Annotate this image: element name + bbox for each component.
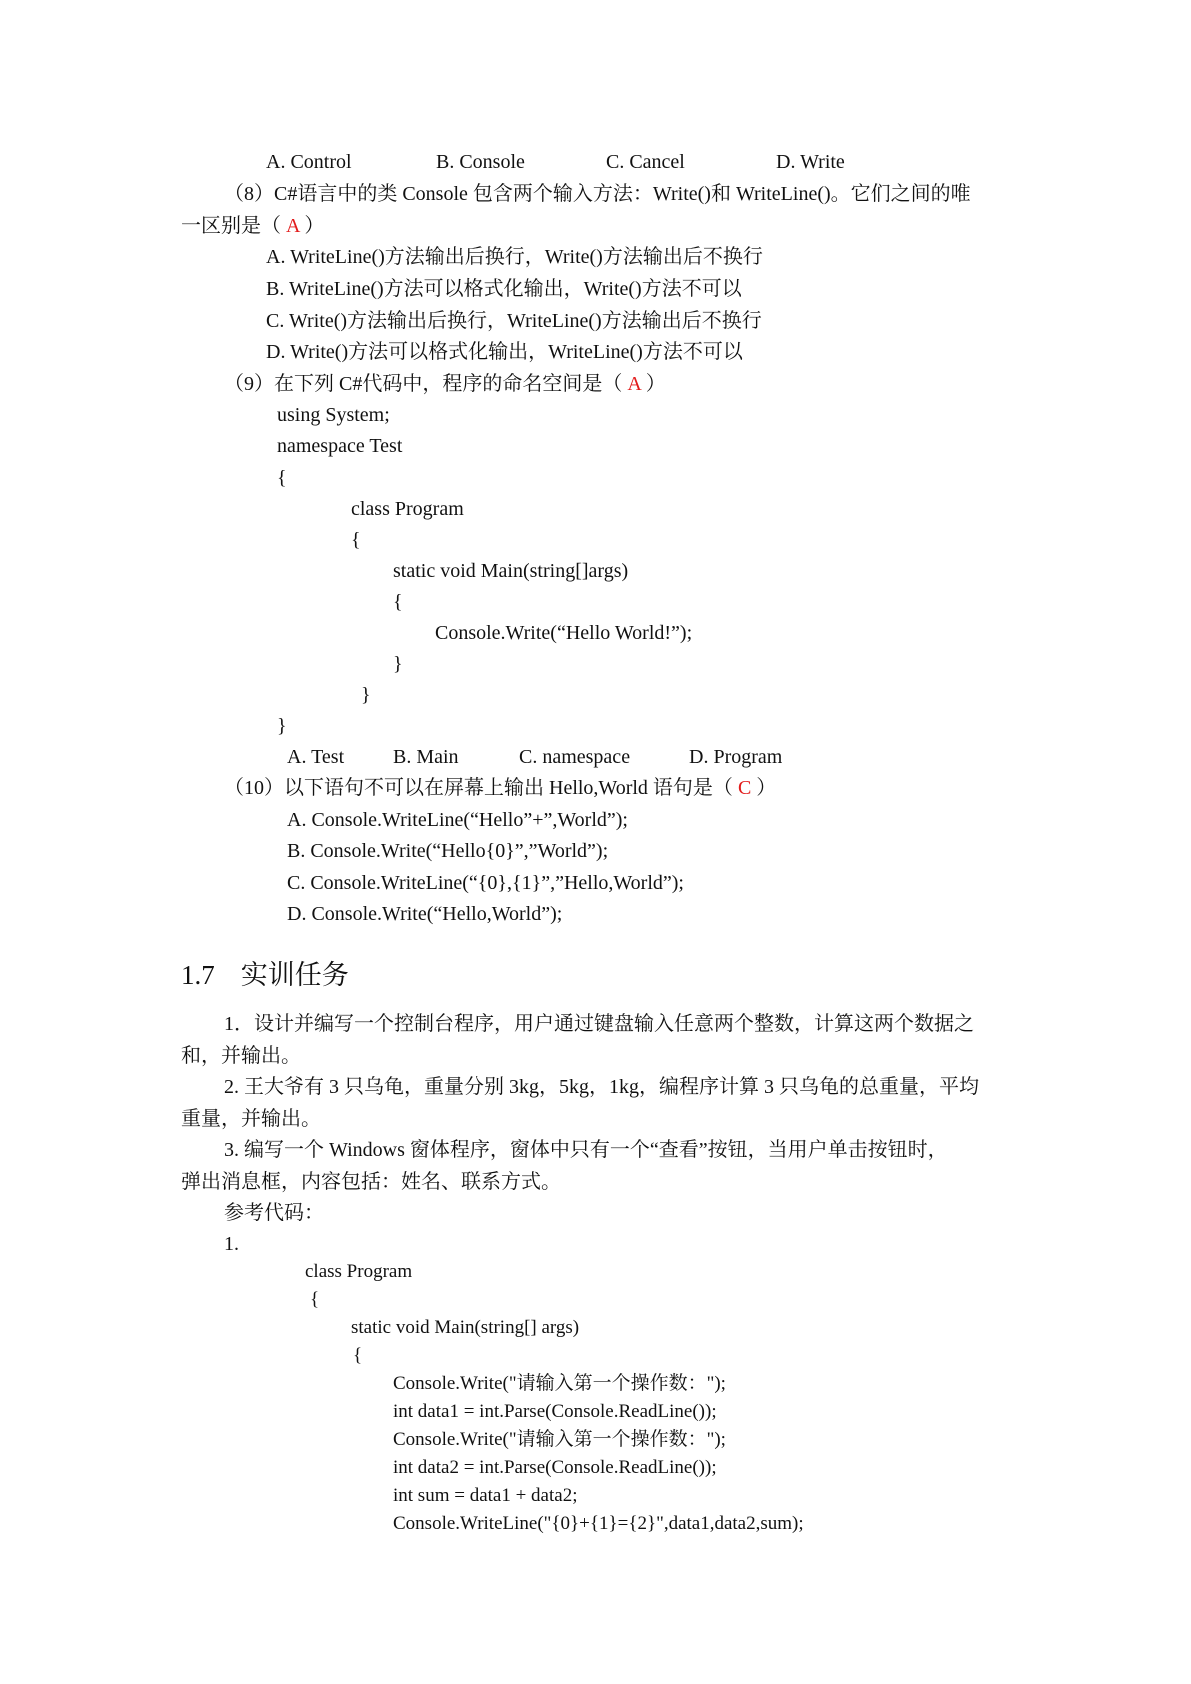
q8-option-b: B. WriteLine()方法可以格式化输出，Write()方法不可以 bbox=[266, 278, 742, 300]
q9-code-line: using System; bbox=[277, 404, 390, 426]
code1-line: { bbox=[353, 1345, 363, 1366]
q9-stem-prefix: （9）在下列 C#代码中，程序的命名空间是（ bbox=[224, 373, 623, 395]
q8-option-c: C. Write()方法输出后换行，WriteLine()方法输出后不换行 bbox=[266, 310, 762, 332]
q8-stem-line1: （8）C#语言中的类 Console 包含两个输入方法：Write()和 WriteLine()。它们之间的唯 bbox=[224, 183, 971, 205]
q9-code-line: Console.Write(“Hello World!”); bbox=[435, 622, 693, 644]
q9-stem bbox=[224, 374, 666, 394]
q9-option-d: D. Program bbox=[689, 746, 783, 768]
code1-line: int data2 = int.Parse(Console.ReadLine()); bbox=[393, 1457, 717, 1478]
q10-option-b: B. Console.Write(“Hello{0}”,”World”); bbox=[287, 840, 609, 862]
q7-option-d: D. Write bbox=[776, 151, 845, 173]
task-2-line2: 重量，并输出。 bbox=[181, 1108, 321, 1130]
task-3-line1: 3. 编写一个 Windows 窗体程序，窗体中只有一个“查看”按钮，当用户单击按钮时， bbox=[224, 1139, 948, 1161]
q9-code-line: } bbox=[361, 684, 371, 706]
q9-stem-suffix: ） bbox=[645, 373, 666, 395]
q8-option-a: A. WriteLine()方法输出后换行，Write()方法输出后不换行 bbox=[266, 246, 763, 268]
q10-stem-prefix: （10）以下语句不可以在屏幕上输出 Hello,World 语句是（ bbox=[224, 777, 733, 799]
q10-answer: C bbox=[737, 777, 752, 799]
q9-code-line: static void Main(string[]args) bbox=[393, 560, 629, 582]
reference-code-label: 参考代码： bbox=[224, 1202, 324, 1224]
q10-option-c: C. Console.WriteLine(“{0},{1}”,”Hello,World”); bbox=[287, 872, 684, 894]
q9-code-line: } bbox=[393, 653, 403, 675]
q9-code-line: { bbox=[393, 591, 403, 613]
q8-stem-line2 bbox=[181, 216, 324, 236]
reference-code-number: 1. bbox=[224, 1233, 239, 1255]
task-1-line2: 和，并输出。 bbox=[181, 1045, 301, 1067]
q10-stem-suffix: ） bbox=[756, 777, 777, 799]
q10-option-d: D. Console.Write(“Hello,World”); bbox=[287, 903, 563, 925]
q9-code-line: } bbox=[277, 715, 287, 737]
q9-option-a: A. Test bbox=[287, 746, 345, 768]
task-3-line2: 弹出消息框，内容包括：姓名、联系方式。 bbox=[181, 1171, 561, 1193]
q9-option-c: C. namespace bbox=[519, 746, 631, 768]
q10-option-a: A. Console.WriteLine(“Hello”+”,World”); bbox=[287, 809, 628, 831]
q10-stem bbox=[224, 778, 776, 798]
section-heading bbox=[181, 953, 349, 992]
code1-line: Console.Write("请输入第一个操作数："); bbox=[393, 1429, 726, 1450]
section-number: 1.7 bbox=[181, 960, 215, 990]
q9-answer: A bbox=[627, 373, 641, 395]
q9-code-line: { bbox=[351, 529, 361, 551]
code1-line: Console.WriteLine("{0}+{1}={2}",data1,data2,sum); bbox=[393, 1513, 804, 1534]
code1-line: class Program bbox=[305, 1261, 413, 1282]
code1-line: int data1 = int.Parse(Console.ReadLine()); bbox=[393, 1401, 717, 1422]
q8-option-d: D. Write()方法可以格式化输出，WriteLine()方法不可以 bbox=[266, 341, 743, 363]
code1-line: { bbox=[310, 1289, 320, 1310]
code1-line: int sum = data1 + data2; bbox=[393, 1485, 578, 1506]
q9-option-b: B. Main bbox=[393, 746, 459, 768]
q7-option-a: A. Control bbox=[266, 151, 352, 173]
task-2-line1: 2. 王大爷有 3 只乌龟，重量分别 3kg，5kg，1kg，编程序计算 3 只乌龟的总重量，平均 bbox=[224, 1076, 979, 1098]
task-1-line1: 1．设计并编写一个控制台程序，用户通过键盘输入任意两个整数，计算这两个数据之 bbox=[224, 1013, 974, 1035]
q8-stem-prefix: 一区别是（ bbox=[181, 215, 281, 237]
q7-option-c: C. Cancel bbox=[606, 151, 685, 173]
section-title: 实训任务 bbox=[240, 960, 349, 991]
code1-line: static void Main(string[] args) bbox=[351, 1317, 580, 1338]
q9-code-line: { bbox=[277, 467, 287, 489]
q9-code-line: class Program bbox=[351, 498, 464, 520]
q8-answer: A bbox=[286, 215, 300, 237]
q9-code-line: namespace Test bbox=[277, 435, 403, 457]
code1-line: Console.Write("请输入第一个操作数："); bbox=[393, 1373, 726, 1394]
q7-option-b: B. Console bbox=[436, 151, 525, 173]
q8-stem-suffix: ） bbox=[304, 215, 325, 237]
